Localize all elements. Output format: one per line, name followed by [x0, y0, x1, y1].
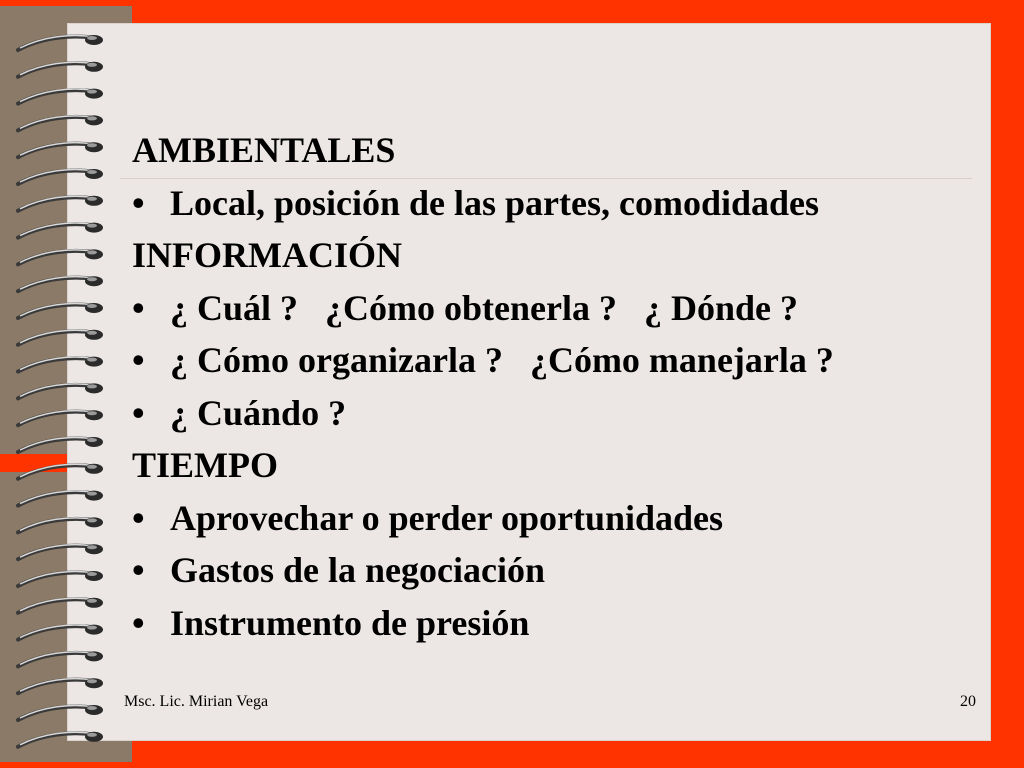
bullet-icon: •: [132, 340, 145, 380]
bullet-icon: •: [132, 392, 145, 433]
footer-author: Msc. Lic. Mirian Vega: [124, 693, 269, 710]
bullet-text: Instrumento de presión: [170, 602, 530, 643]
bullet-item: [132, 334, 952, 387]
bullet-text: ¿ Cómo organizarla ? ¿Cómo manejarla ?: [170, 340, 834, 380]
page-number: 20: [960, 693, 976, 710]
bullet-text: ¿ Cuál ? ¿Cómo obtenerla ? ¿ Dónde ?: [170, 287, 798, 328]
section-heading-informacion: INFORMACIÓN: [132, 235, 402, 275]
bullet-icon: •: [132, 287, 145, 328]
bullet-item: [132, 387, 952, 440]
section-heading-ambientales: AMBIENTALES: [132, 130, 396, 170]
bullet-text: Local, posición de las partes, comodidades: [170, 182, 820, 223]
bullet-item: [132, 597, 952, 650]
bullet-text: Gastos de la negociación: [170, 550, 545, 590]
bullet-icon: •: [132, 497, 145, 538]
bullet-item: [132, 282, 952, 335]
bullet-text: ¿ Cuándo ?: [170, 392, 347, 433]
section-heading-tiempo: TIEMPO: [132, 445, 279, 485]
bullet-item: [132, 544, 952, 597]
bullet-icon: •: [132, 550, 145, 590]
bullet-text: Aprovechar o perder oportunidades: [170, 497, 724, 538]
slide-body: [132, 124, 952, 649]
bullet-icon: •: [132, 602, 145, 643]
bullet-icon: •: [132, 182, 145, 223]
bullet-item: [132, 492, 952, 545]
bullet-item: [132, 177, 952, 230]
